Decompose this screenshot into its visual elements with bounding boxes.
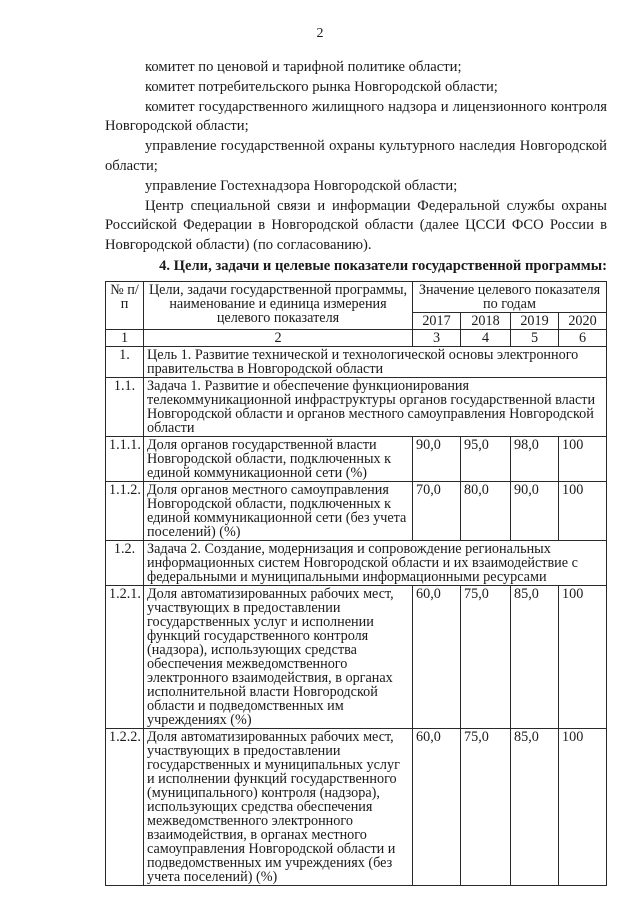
- paragraph: Центр специальной связи и информации Федеральной службы охраны Российской Федерации в Новгородской области (далее ЦССИ ФСО России в Новгородской области) (по согласованию).: [105, 197, 607, 254]
- value-2018: 95,0: [461, 437, 511, 482]
- index-cell: 3: [413, 330, 461, 347]
- row-text: Задача 1. Развитие и обеспечение функционирования телекоммуникационной инфраструктуры органов государственной власти Новгородской области и органов местного самоуправления Новгородской области: [144, 378, 607, 437]
- paragraph: управление государственной охраны культурного наследия Новгородской области;: [105, 138, 607, 174]
- row-text: Цель 1. Развитие технической и технологической основы электронного правительства в Новгородской области: [144, 347, 607, 378]
- row-number: 1.2.1.: [106, 586, 144, 729]
- value-2020: 100: [559, 586, 607, 729]
- row-text: Доля органов государственной власти Новгородской области, подключенных к единой коммуникационной сети (%): [144, 437, 413, 482]
- value-2017: 60,0: [413, 586, 461, 729]
- table-index-row: [106, 330, 607, 347]
- paragraph: комитет государственного жилищного надзора и лицензионного контроля Новгородской области;: [105, 98, 607, 135]
- section-title: 4. Цели, задачи и целевые показатели государственной программы:: [159, 258, 607, 274]
- header-num-col: № п/п: [106, 282, 144, 330]
- value-2020: 100: [559, 482, 607, 541]
- value-2017: 60,0: [413, 729, 461, 886]
- row-number: 1.2.2.: [106, 729, 144, 886]
- year-header: 2020: [559, 313, 607, 330]
- value-2019: 90,0: [511, 482, 559, 541]
- index-cell: 1: [106, 330, 144, 347]
- year-header: 2017: [413, 313, 461, 330]
- value-2020: 100: [559, 437, 607, 482]
- row-number: 1.1.1.: [106, 437, 144, 482]
- page-number: 2: [316, 26, 324, 41]
- index-cell: 2: [144, 330, 413, 347]
- paragraph: комитет потребительского рынка Новгородской области;: [145, 78, 498, 95]
- value-2018: 80,0: [461, 482, 511, 541]
- row-text: Доля автоматизированных рабочих мест, участвующих в предоставлении государственных и муниципальных услуг и исполнении функций государственного (муниципального) контроля (надзора), использующих средства обеспечения межведомственного электронного взаимодействия, в органах местного самоуправления Новгородской области и подведомственных им учреждениях (без учета поселений) (%): [144, 729, 413, 886]
- table-row-task: [106, 378, 607, 437]
- table-header-row: [106, 282, 607, 313]
- row-number: 1.2.: [106, 541, 144, 586]
- index-cell: 4: [461, 330, 511, 347]
- value-2017: 70,0: [413, 482, 461, 541]
- table-row-task: [106, 541, 607, 586]
- row-number: 1.1.: [106, 378, 144, 437]
- header-values-col: Значение целевого показателя по годам: [413, 282, 607, 313]
- row-number: 1.: [106, 347, 144, 378]
- goals-table: [105, 281, 607, 886]
- value-2019: 85,0: [511, 729, 559, 886]
- value-2017: 90,0: [413, 437, 461, 482]
- row-text: Доля органов местного самоуправления Новгородской области, подключенных к единой коммуникационной сети (без учета поселений) (%): [144, 482, 413, 541]
- value-2018: 75,0: [461, 729, 511, 886]
- table-row: [106, 586, 607, 729]
- paragraph: комитет по ценовой и тарифной политике области;: [145, 59, 462, 75]
- paragraph: управление Гостехнадзора Новгородской области;: [145, 177, 458, 194]
- value-2019: 98,0: [511, 437, 559, 482]
- value-2018: 75,0: [461, 586, 511, 729]
- table-row-goal: [106, 347, 607, 378]
- row-text: Задача 2. Создание, модернизация и сопровождение региональных информационных систем Новгородской области и их взаимодействие с федеральными и муниципальными информационными ресурсами: [144, 541, 607, 586]
- row-text: Доля автоматизированных рабочих мест, участвующих в предоставлении государственных услуг и исполнении функций государственного контроля (надзора), использующих средства обеспечения межведомственного электронного взаимодействия, в органах исполнительной власти Новгородской области и подведомственных им учреждениях (%): [144, 586, 413, 729]
- year-header: 2018: [461, 313, 511, 330]
- value-2020: 100: [559, 729, 607, 886]
- year-header: 2019: [511, 313, 559, 330]
- row-number: 1.1.2.: [106, 482, 144, 541]
- index-cell: 5: [511, 330, 559, 347]
- index-cell: 6: [559, 330, 607, 347]
- table-row: [106, 729, 607, 886]
- table-row: [106, 437, 607, 482]
- body-paragraphs: [105, 58, 607, 256]
- value-2019: 85,0: [511, 586, 559, 729]
- header-desc-col: Цели, задачи государственной программы, наименование и единица измерения целевого показателя: [144, 282, 413, 330]
- table-row: [106, 482, 607, 541]
